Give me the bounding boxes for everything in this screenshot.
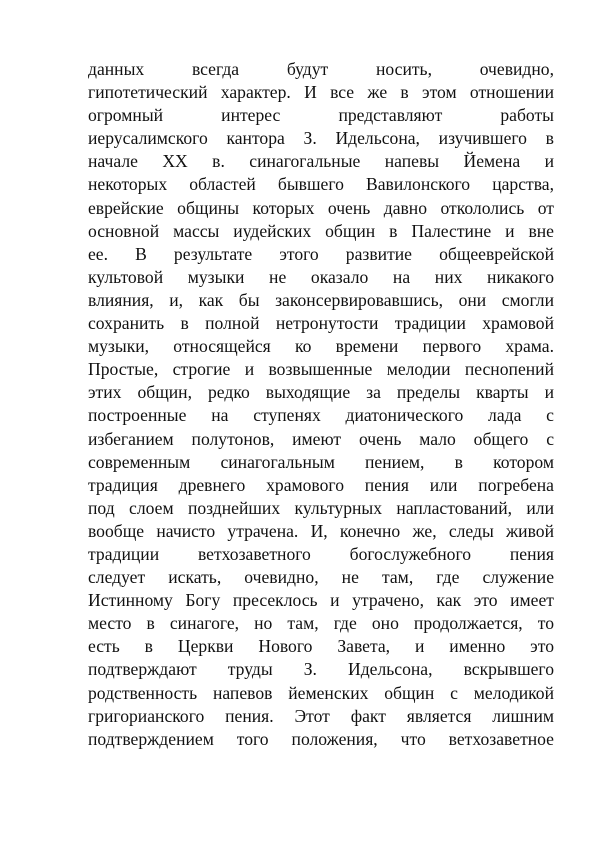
text-line: гипотетический характер. И все же в этом отношении [88,82,554,103]
text-line: современным синагогальным пением, в котором [88,451,554,472]
text-line: огромный интерес представляют работы [88,105,554,126]
text-line: следует искать, очевидно, не там, где служение [88,567,554,588]
text-line: сохранить в полной нетронутости традиции храмовой [88,313,554,334]
text-line: иерусалимского кантора З. Идельсона, изучившего в [88,128,554,149]
text-line: еврейские общины которых очень давно откололись от [88,197,554,218]
text-line: вообще начисто утрачена. И, конечно же, следы живой [88,520,554,541]
text-line: григорианского пения. Этот факт является лишним [88,705,554,726]
text-line: начале XX в. синагогальные напевы Йемена и [88,151,554,172]
text-line: подтверждают труды З. Идельсона, вскрывшего [88,659,554,680]
text-line: Истинному Богу пресеклось и утрачено, как это имеет [88,590,554,611]
text-line: ее. В результате этого развитие общееврейской [88,243,554,264]
text-line: под слоем позднейших культурных напластований, или [88,497,554,518]
text-line: этих общин, редко выходящие за пределы кварты и [88,382,554,403]
text-line: музыки, относящейся ко времени первого храма. [88,336,554,357]
text-line: подтверждением того положения, что ветхозаветное [88,728,554,749]
text-line: избеганием полутонов, имеют очень мало общего с [88,428,554,449]
text-line: Простые, строгие и возвышенные мелодии песнопений [88,359,554,380]
text-line: традиции ветхозаветного богослужебного пения [88,543,554,564]
text-line: основной массы иудейских общин в Палестине и вне [88,220,554,241]
text-line: традиция древнего храмового пения или погребена [88,474,554,495]
text-line: влияния, и, как бы законсервировавшись, они смогли [88,289,554,310]
text-line: родственность напевов йеменских общин с мелодикой [88,682,554,703]
text-line: данных всегда будут носить, очевидно, [88,59,554,79]
text-line: некоторых областей бывшего Вавилонского царства, [88,174,554,195]
text-line: построенные на ступенях диатонического лада с [88,405,554,426]
document-page [88,58,554,751]
text-line: место в синагоге, но там, где оно продолжается, то [88,613,554,634]
text-line: есть в Церкви Нового Завета, и именно это [88,636,554,657]
text-line: культовой музыки не оказало на них никакого [88,266,554,287]
